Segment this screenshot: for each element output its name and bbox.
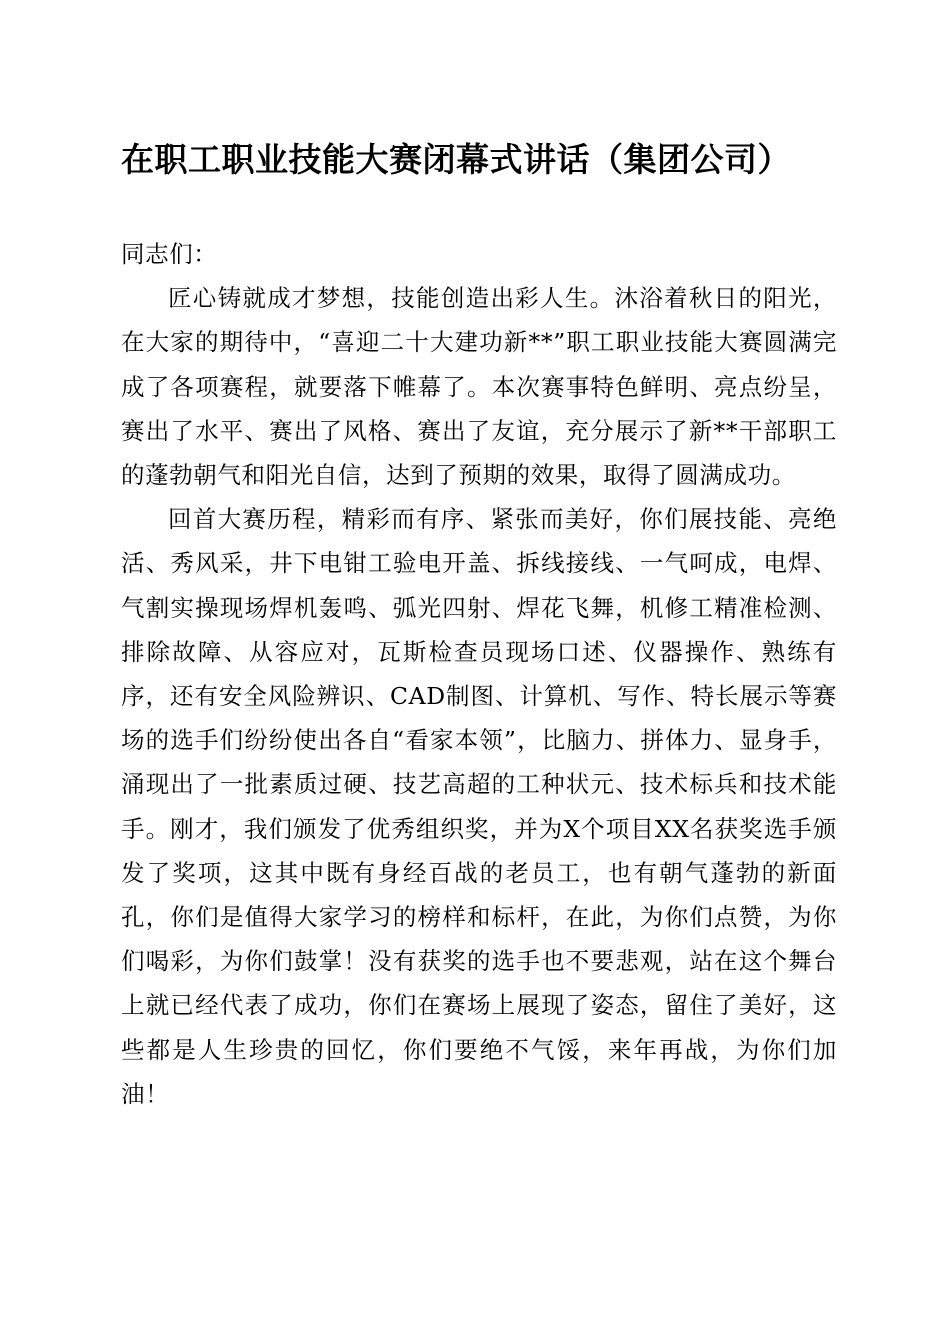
paragraph-1: 匠心铸就成才梦想，技能创造出彩人生。沐浴着秋日的阳光，在大家的期待中，“喜迎二十大建功新**”职工职业技能大赛圆满完成了各项赛程，就要落下帷幕了。本次赛事特色鲜明、亮点纷呈，赛出了水平、赛出了风格、赛出了友谊，充分展示了新**干部职工的蓬勃朝气和阳光自信，达到了预期的效果，取得了圆满成功。 — [121, 284, 837, 490]
document-title: 在职工职业技能大赛闭幕式讲话（集团公司） — [121, 140, 791, 179]
document-body — [121, 232, 837, 1116]
salutation: 同志们： — [121, 240, 218, 268]
paragraph-2: 回首大赛历程，精彩而有序、紧张而美好，你们展技能、亮绝活、秀风采，井下电钳工验电开盖、拆线接线、一气呵成，电焊、气割实操现场焊机轰鸣、弧光四射、焊花飞舞，机修工精准检测、排除故障、从容应对，瓦斯检查员现场口述、仪器操作、熟练有序，还有安全风险辨识、CAD制图、计算机、写作、特长展示等赛场的选手们纷纷使出各自“看家本领”，比脑力、拼体力、显身手，涌现出了一批素质过硬、技艺高超的工种状元、技术标兵和技术能手。刚才，我们颁发了优秀组织奖，并为X个项目XX名获奖选手颁发了奖项，这其中既有身经百战的老员工，也有朝气蓬勃的新面孔，你们是值得大家学习的榜样和标杆，在此，为你们点赞，为你们喝彩，为你们鼓掌！没有获奖的选手也不要悲观，站在这个舞台上就已经代表了成功，你们在赛场上展现了姿态，留住了美好，这些都是人生珍贵的回忆，你们要绝不气馁，来年再战，为你们加油！ — [121, 505, 837, 1108]
